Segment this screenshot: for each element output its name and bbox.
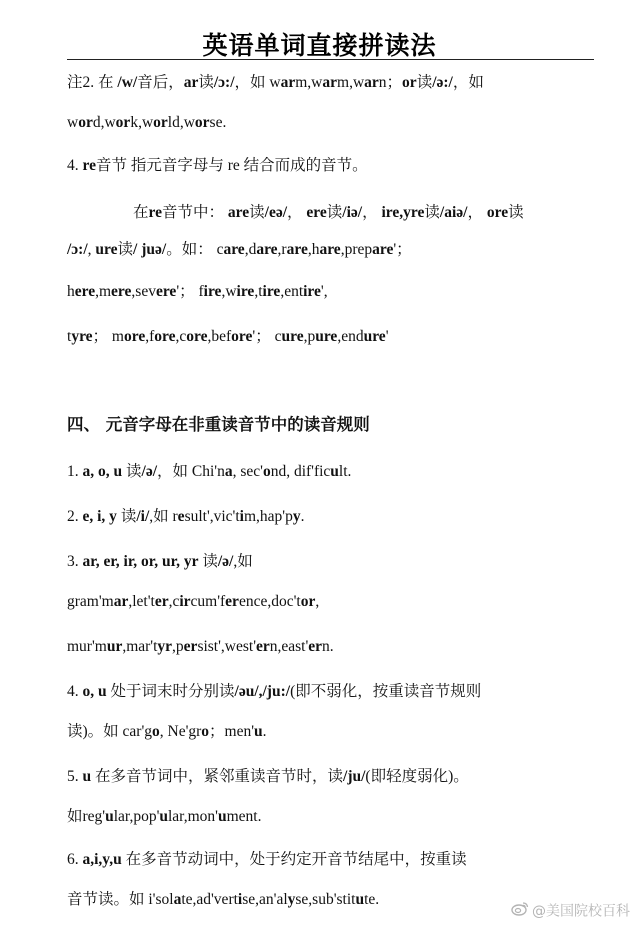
text-run: 四、 元音字母在非重读音节中的读音规则 xyxy=(67,415,370,434)
text-run: te. xyxy=(364,891,380,908)
bold-phonics-run: /ju/ xyxy=(343,768,366,785)
text-run: 4. xyxy=(67,157,83,174)
text-run: (即不弱化，按重读音节规则 xyxy=(290,683,482,700)
bold-phonics-run: are xyxy=(223,241,245,258)
text-run: se,an'al xyxy=(242,891,288,908)
bold-phonics-run: e xyxy=(177,508,185,525)
bold-phonics-run: a, o, u xyxy=(82,463,123,480)
bold-phonics-run: / juə/ xyxy=(133,241,167,258)
rule-3-line-1 xyxy=(67,550,253,574)
text-run: 注2. 在 xyxy=(67,74,118,91)
rule-4-line-2 xyxy=(67,720,267,744)
text-run: ,d xyxy=(244,241,257,258)
item-4-re-syllable xyxy=(67,154,368,178)
rule-6-line-1 xyxy=(67,848,467,872)
text-run: ,end xyxy=(337,328,364,345)
text-run: , Ne'gr xyxy=(159,723,202,740)
bold-phonics-run: a,i,y,u xyxy=(82,851,122,868)
bold-phonics-run: ere xyxy=(155,283,177,300)
bold-phonics-run: ire xyxy=(262,283,281,300)
bold-phonics-run: /əu/,/ju:/ xyxy=(234,683,291,700)
rule-1 xyxy=(67,460,351,484)
re-examples-line-2 xyxy=(67,325,388,349)
text-run: . xyxy=(262,723,267,740)
bold-phonics-run: er xyxy=(256,638,270,655)
text-run: 读 xyxy=(198,553,218,570)
bold-phonics-run: ir xyxy=(179,593,191,610)
text-run: . xyxy=(300,508,305,525)
text-run: '； f xyxy=(176,283,204,300)
bold-phonics-run: u xyxy=(330,463,339,480)
text-run: ' xyxy=(385,328,389,345)
bold-phonics-run: are xyxy=(256,241,278,258)
text-run: lar,mon' xyxy=(168,808,218,825)
bold-phonics-run: a xyxy=(173,891,182,908)
text-run: lt. xyxy=(338,463,352,480)
text-run: 5. xyxy=(67,768,83,785)
bold-phonics-run: /iə/ xyxy=(342,204,363,221)
bold-phonics-run: ure xyxy=(95,241,118,258)
text-run: ,bef xyxy=(207,328,232,345)
text-run: te,ad'vert xyxy=(181,891,238,908)
bold-phonics-run: ire xyxy=(303,283,321,300)
text-run: ld,w xyxy=(167,114,195,131)
bold-phonics-run: y xyxy=(292,508,301,525)
text-run: t xyxy=(67,328,72,345)
bold-phonics-run: /ɔ:/ xyxy=(213,74,235,91)
bold-phonics-run: ar, er, ir, or, ur, yr xyxy=(82,553,199,570)
bold-phonics-run: ure xyxy=(315,328,338,345)
rule-6-line-2 xyxy=(67,888,379,912)
text-run: se,sub'stit xyxy=(295,891,356,908)
bold-phonics-run: u xyxy=(82,768,92,785)
text-run: 音节读。如 i'sol xyxy=(67,891,174,908)
text-run: mur'm xyxy=(67,638,107,655)
bold-phonics-run: /aiə/ xyxy=(439,204,468,221)
rule-2 xyxy=(67,505,304,529)
bold-phonics-run: u xyxy=(105,808,114,825)
text-run: ,c xyxy=(168,593,180,610)
title-divider xyxy=(67,59,594,60)
bold-phonics-run: ure xyxy=(363,328,386,345)
text-run: 3. xyxy=(67,553,83,570)
text-run: 读 xyxy=(326,204,343,221)
bold-phonics-run: or xyxy=(153,114,168,131)
text-run: 6. xyxy=(67,851,83,868)
bold-phonics-run: re xyxy=(82,157,96,174)
text-run: ；men' xyxy=(209,723,255,740)
bold-phonics-run: are xyxy=(227,204,250,221)
bold-phonics-run: /ə/ xyxy=(141,463,158,480)
bold-phonics-run: u xyxy=(159,808,168,825)
note-2-line-2 xyxy=(67,111,226,135)
section-4-heading xyxy=(67,413,370,437)
text-run: m,w xyxy=(337,74,365,91)
text-run: ,p xyxy=(303,328,316,345)
bold-phonics-run: o xyxy=(201,723,210,740)
bold-phonics-run: ire,yre xyxy=(381,204,425,221)
text-run: 读 xyxy=(508,204,524,221)
text-run: ,t xyxy=(254,283,263,300)
bold-phonics-run: ore xyxy=(486,204,509,221)
text-run: ,f xyxy=(145,328,155,345)
bold-phonics-run: ore xyxy=(231,328,253,345)
text-run: 音节中： xyxy=(162,204,228,221)
bold-phonics-run: i xyxy=(239,508,244,525)
bold-phonics-run: ur xyxy=(106,638,123,655)
text-run: 1. xyxy=(67,463,83,480)
weibo-icon xyxy=(511,901,529,922)
text-run: 读 xyxy=(117,241,134,258)
rule-3-line-3 xyxy=(67,635,334,659)
bold-phonics-run: yre xyxy=(71,328,93,345)
re-syllable-rule-line-1 xyxy=(133,201,524,225)
bold-phonics-run: u xyxy=(355,891,365,908)
text-run: ，如 xyxy=(452,74,484,91)
page-title: 英语单词直接拼读法 xyxy=(202,31,437,60)
text-run: '； c xyxy=(252,328,282,345)
text-run: ,如 r xyxy=(149,508,178,525)
text-run: sult',vic't xyxy=(184,508,240,525)
text-run: 读 xyxy=(122,463,142,480)
text-run: h xyxy=(67,283,75,300)
text-run: ,sev xyxy=(131,283,156,300)
bold-phonics-run: /ə:/ xyxy=(432,74,453,91)
text-run: , xyxy=(87,241,96,258)
text-run: lar,pop' xyxy=(113,808,160,825)
text-run: ，如 Chi'n xyxy=(157,463,225,480)
bold-phonics-run: ire xyxy=(236,283,255,300)
text-run: 音后， xyxy=(137,74,184,91)
text-run: 读 xyxy=(198,74,214,91)
text-run: ； m xyxy=(92,328,124,345)
text-run: n,east' xyxy=(269,638,309,655)
bold-phonics-run: i xyxy=(237,891,243,908)
text-run: ,m xyxy=(95,283,112,300)
rule-3-line-2 xyxy=(67,590,319,614)
text-run: 2. xyxy=(67,508,83,525)
bold-phonics-run: /eə/ xyxy=(264,204,288,221)
bold-phonics-run: er xyxy=(183,638,198,655)
text-run: 在多音节词中，紧邻重读音节时，读 xyxy=(91,768,344,785)
text-run: ,h xyxy=(307,241,320,258)
rule-5-line-1 xyxy=(67,765,469,789)
bold-phonics-run: ar xyxy=(280,74,296,91)
bold-phonics-run: y xyxy=(287,891,296,908)
bold-phonics-run: or xyxy=(402,74,417,91)
text-run: 读)。如 car'g xyxy=(67,723,153,740)
bold-phonics-run: ere xyxy=(111,283,132,300)
text-run: gram'm xyxy=(67,593,114,610)
bold-phonics-run: /ə/ xyxy=(217,553,234,570)
bold-phonics-run: yr xyxy=(157,638,173,655)
text-run: 4. xyxy=(67,683,83,700)
bold-phonics-run: /ɔ:/ xyxy=(67,241,88,258)
bold-phonics-run: or xyxy=(78,114,93,131)
text-run: k,w xyxy=(130,114,154,131)
text-run: ， xyxy=(287,204,307,221)
bold-phonics-run: u xyxy=(217,808,227,825)
text-run: ,p xyxy=(172,638,184,655)
text-run: 处于词末时分别读 xyxy=(106,683,235,700)
text-run: ,mar't xyxy=(122,638,158,655)
text-run: ment. xyxy=(226,808,262,825)
text-run: 音节 指元音字母与 re 结合而成的音节。 xyxy=(95,157,368,174)
bold-phonics-run: ore xyxy=(123,328,146,345)
watermark-text: @美国院校百科 xyxy=(532,903,630,920)
text-run: ,prep xyxy=(340,241,373,258)
bold-phonics-run: or xyxy=(194,114,210,131)
bold-phonics-run: are xyxy=(286,241,308,258)
bold-phonics-run: er xyxy=(225,593,239,610)
bold-phonics-run: er xyxy=(154,593,169,610)
bold-phonics-run: ere xyxy=(306,204,327,221)
text-run: '； xyxy=(393,241,412,258)
bold-phonics-run: o, u xyxy=(82,683,107,700)
text-run: 在多音节动词中，处于约定开音节结尾中，按重读 xyxy=(121,851,467,868)
bold-phonics-run: are xyxy=(372,241,394,258)
re-examples-line-1 xyxy=(67,280,328,304)
text-run: 读 xyxy=(249,204,265,221)
bold-phonics-run: ar xyxy=(364,74,379,91)
text-run: n. xyxy=(322,638,334,655)
bold-phonics-run: ar xyxy=(322,74,338,91)
rule-5-line-2 xyxy=(67,805,261,829)
bold-phonics-run: are xyxy=(319,241,341,258)
text-run: w xyxy=(67,114,79,131)
text-run: d,w xyxy=(92,114,116,131)
note-2-line-1 xyxy=(67,71,484,95)
text-run: se. xyxy=(209,114,227,131)
text-run: m,hap'p xyxy=(243,508,293,525)
text-run: m,w xyxy=(295,74,323,91)
text-run: ,let't xyxy=(128,593,155,610)
bold-phonics-run: or xyxy=(115,114,131,131)
text-run: ,ent xyxy=(280,283,304,300)
text-run: 。如： c xyxy=(166,241,224,258)
text-run: ,r xyxy=(277,241,287,258)
text-run: , xyxy=(315,593,320,610)
bold-phonics-run: /i/ xyxy=(136,508,150,525)
bold-phonics-run: ure xyxy=(281,328,304,345)
text-run: (即轻度弱化)。 xyxy=(365,768,469,785)
text-run: 读 xyxy=(416,74,433,91)
text-run: cum'f xyxy=(190,593,226,610)
text-run: 读 xyxy=(424,204,440,221)
bold-phonics-run: o xyxy=(262,463,271,480)
text-run: ，如 w xyxy=(234,74,281,91)
text-run: 读 xyxy=(116,508,137,525)
bold-phonics-run: ore xyxy=(186,328,208,345)
bold-phonics-run: u xyxy=(254,723,263,740)
bold-phonics-run: re xyxy=(148,204,162,221)
text-run: , sec' xyxy=(232,463,263,480)
bold-phonics-run: ar xyxy=(183,74,199,91)
bold-phonics-run: ar xyxy=(113,593,129,610)
text-run: n； xyxy=(378,74,403,91)
bold-phonics-run: or xyxy=(300,593,316,610)
text-run: 在 xyxy=(133,204,149,221)
text-run: ， xyxy=(467,204,487,221)
bold-phonics-run: ere xyxy=(74,283,96,300)
bold-phonics-run: ire xyxy=(203,283,222,300)
text-run: nd, dif'fic xyxy=(270,463,331,480)
text-run: 如reg' xyxy=(67,808,106,825)
bold-phonics-run: a xyxy=(224,463,233,480)
text-run: sist',west' xyxy=(197,638,256,655)
text-run: ,如 xyxy=(233,553,253,570)
bold-phonics-run: o xyxy=(152,723,160,740)
bold-phonics-run: er xyxy=(308,638,323,655)
watermark xyxy=(511,901,630,921)
text-run: ence,doc't xyxy=(238,593,301,610)
text-run: ， xyxy=(362,204,382,221)
re-syllable-rule-line-2 xyxy=(67,238,412,262)
text-run: ', xyxy=(320,283,328,300)
text-run: ,c xyxy=(175,328,187,345)
bold-phonics-run: e, i, y xyxy=(82,508,117,525)
bold-phonics-run: ore xyxy=(154,328,176,345)
bold-phonics-run: /w/ xyxy=(117,74,138,91)
text-run: ,w xyxy=(221,283,237,300)
rule-4-line-1 xyxy=(67,680,481,704)
